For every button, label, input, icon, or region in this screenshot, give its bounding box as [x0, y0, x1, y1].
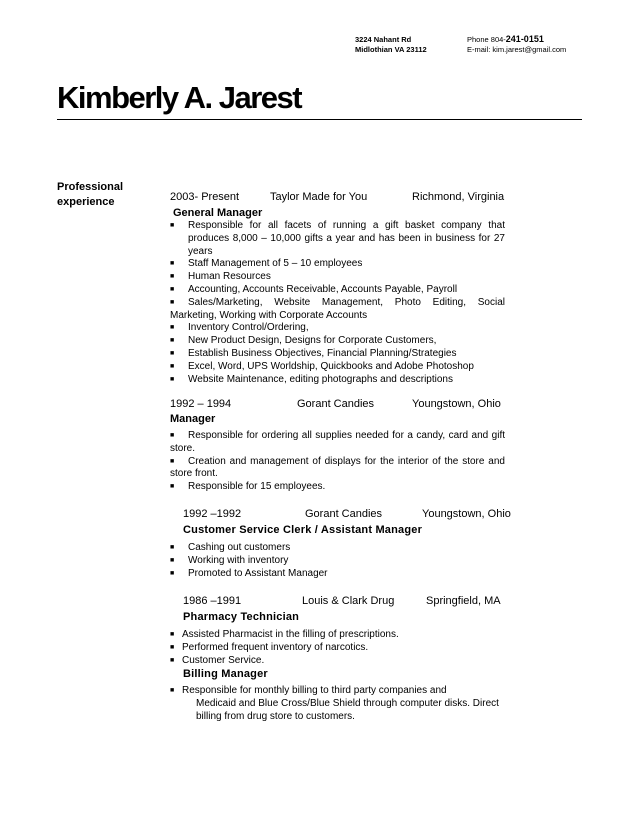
bullet-icon: ■: [170, 631, 175, 638]
job-location: Youngstown, Ohio: [422, 508, 511, 520]
job-title: General Manager: [173, 207, 263, 219]
bullet-icon: ■: [170, 285, 175, 293]
list-item: [170, 297, 505, 323]
job-company: Taylor Made for You: [270, 191, 368, 203]
list-item-text: Sales/Marketing, Website Management, Photo Editing, Social Marketing, Working with Corporate Accounts: [170, 296, 505, 321]
bullet-icon: ■: [170, 687, 175, 694]
email: E-mail: kim.jarest@gmail.com: [467, 44, 567, 54]
job-dates: 1986 –1991: [183, 595, 242, 607]
bullet-icon: ■: [170, 643, 175, 651]
list-item-text: Cashing out customers: [188, 542, 291, 553]
list-item-text: Responsible for all facets of running a gift basket company that produces 8,000 – 10,000 gifts a year and has been in business for 27 years: [188, 220, 505, 257]
job-title: Pharmacy Technician: [183, 611, 300, 623]
job-company: Gorant Candies: [305, 508, 383, 520]
bullet-icon: ■: [170, 656, 175, 664]
section-label-line-2: experience: [57, 196, 115, 208]
job-company: Louis & Clark Drug: [302, 595, 395, 607]
job-bullets: [170, 542, 505, 580]
list-item-text: Accounting, Accounts Receivable, Accounts Payable, Payroll: [188, 283, 458, 295]
contact-block: [467, 35, 566, 54]
address-line-1: 3224 Nahant Rd: [355, 35, 412, 44]
bullet-icon: ■: [170, 324, 175, 332]
job-bullets: [170, 220, 505, 386]
bullet-icon: ■: [170, 375, 175, 383]
list-item: [170, 456, 505, 482]
list-item-text: Human Resources: [188, 271, 271, 283]
list-item-text: Performed frequent inventory of narcotics.: [182, 641, 369, 653]
list-item: [170, 220, 505, 258]
list-item-text: Website Maintenance, editing photographs and descriptions: [188, 373, 453, 385]
job-location: Richmond, Virginia: [412, 191, 505, 203]
list-item: [170, 555, 505, 568]
list-item-text: Responsible for 15 employees.: [188, 481, 326, 493]
job-title: Manager: [170, 413, 216, 425]
bullet-icon: ■: [170, 544, 175, 551]
bullet-icon: ■: [170, 362, 175, 370]
phone-number: 241-0151: [505, 34, 544, 44]
list-item: [170, 642, 505, 655]
list-item-text: Promoted to Assistant Manager: [188, 567, 328, 579]
job-company: Gorant Candies: [297, 398, 375, 410]
list-item-text: Assisted Pharmacist in the filling of prescriptions.: [182, 629, 399, 640]
job-dates: 2003- Present: [170, 191, 240, 203]
list-item: [170, 655, 505, 668]
list-item-text: Customer Service.: [182, 654, 265, 666]
job-bullets-secondary: [170, 685, 510, 723]
job-bullets: [170, 430, 505, 494]
list-item-text: Staff Management of 5 – 10 employees: [188, 258, 363, 270]
list-item-text: Inventory Control/Ordering,: [188, 322, 309, 334]
list-item: [170, 374, 505, 387]
bullet-icon: ■: [170, 556, 175, 564]
list-item: [170, 335, 505, 348]
list-item: [170, 430, 505, 456]
phone: [467, 35, 566, 45]
bullet-icon: ■: [170, 457, 175, 465]
job-title-secondary: Billing Manager: [183, 668, 268, 680]
list-item: [170, 322, 505, 335]
job-dates: 1992 –1992: [183, 508, 242, 520]
list-item-text: Responsible for ordering all supplies needed for a candy, card and gift store.: [170, 430, 505, 454]
bullet-icon: ■: [170, 260, 175, 268]
bullet-icon: ■: [170, 432, 175, 439]
list-item: [170, 271, 505, 284]
list-item: [170, 481, 505, 494]
candidate-name: Kimberly A. Jarest: [57, 80, 302, 115]
bullet-icon: ■: [170, 483, 175, 491]
address-line-2: Midlothian VA 23112: [355, 44, 427, 54]
list-item: [170, 284, 505, 297]
job-location: Youngstown, Ohio: [412, 398, 501, 410]
list-item: [170, 568, 505, 581]
phone-prefix: Phone 804-: [467, 35, 506, 44]
list-item-text: New Product Design, Designs for Corporate Customers,: [188, 335, 437, 347]
job-location: Springfield, MA: [426, 595, 501, 607]
bullet-icon: ■: [170, 349, 175, 357]
list-item: [170, 542, 505, 555]
bullet-icon: ■: [170, 222, 175, 229]
list-item: [170, 348, 505, 361]
list-item: [170, 629, 505, 642]
list-item: [170, 685, 510, 723]
job-dates: 1992 – 1994: [170, 398, 232, 410]
list-item-text-line-3: billing from drug store to customers.: [196, 710, 355, 722]
bullet-icon: ■: [170, 298, 175, 306]
header-divider: [57, 119, 582, 120]
address-block: [355, 35, 427, 54]
list-item-text-line-1: Responsible for monthly billing to third party companies and: [182, 685, 447, 696]
bullet-icon: ■: [170, 337, 175, 345]
list-item-text-line-2: Medicaid and Blue Cross/Blue Shield through computer disks. Direct: [196, 697, 499, 709]
bullet-icon: ■: [170, 569, 175, 577]
list-item-text: Excel, Word, UPS Worldship, Quickbooks and Adobe Photoshop: [188, 360, 474, 372]
section-label-line-1: Professional: [57, 181, 124, 193]
list-item-text: Establish Business Objectives, Financial Planning/Strategies: [188, 347, 457, 359]
bullet-icon: ■: [170, 273, 175, 281]
job-title: Customer Service Clerk / Assistant Manager: [183, 524, 423, 536]
list-item-text: Working with inventory: [188, 554, 289, 566]
job-bullets: [170, 629, 505, 667]
list-item: [170, 361, 505, 374]
list-item: [170, 258, 505, 271]
section-label: [57, 180, 147, 210]
list-item-text: Creation and management of displays for the interior of the store and store front.: [170, 455, 505, 480]
